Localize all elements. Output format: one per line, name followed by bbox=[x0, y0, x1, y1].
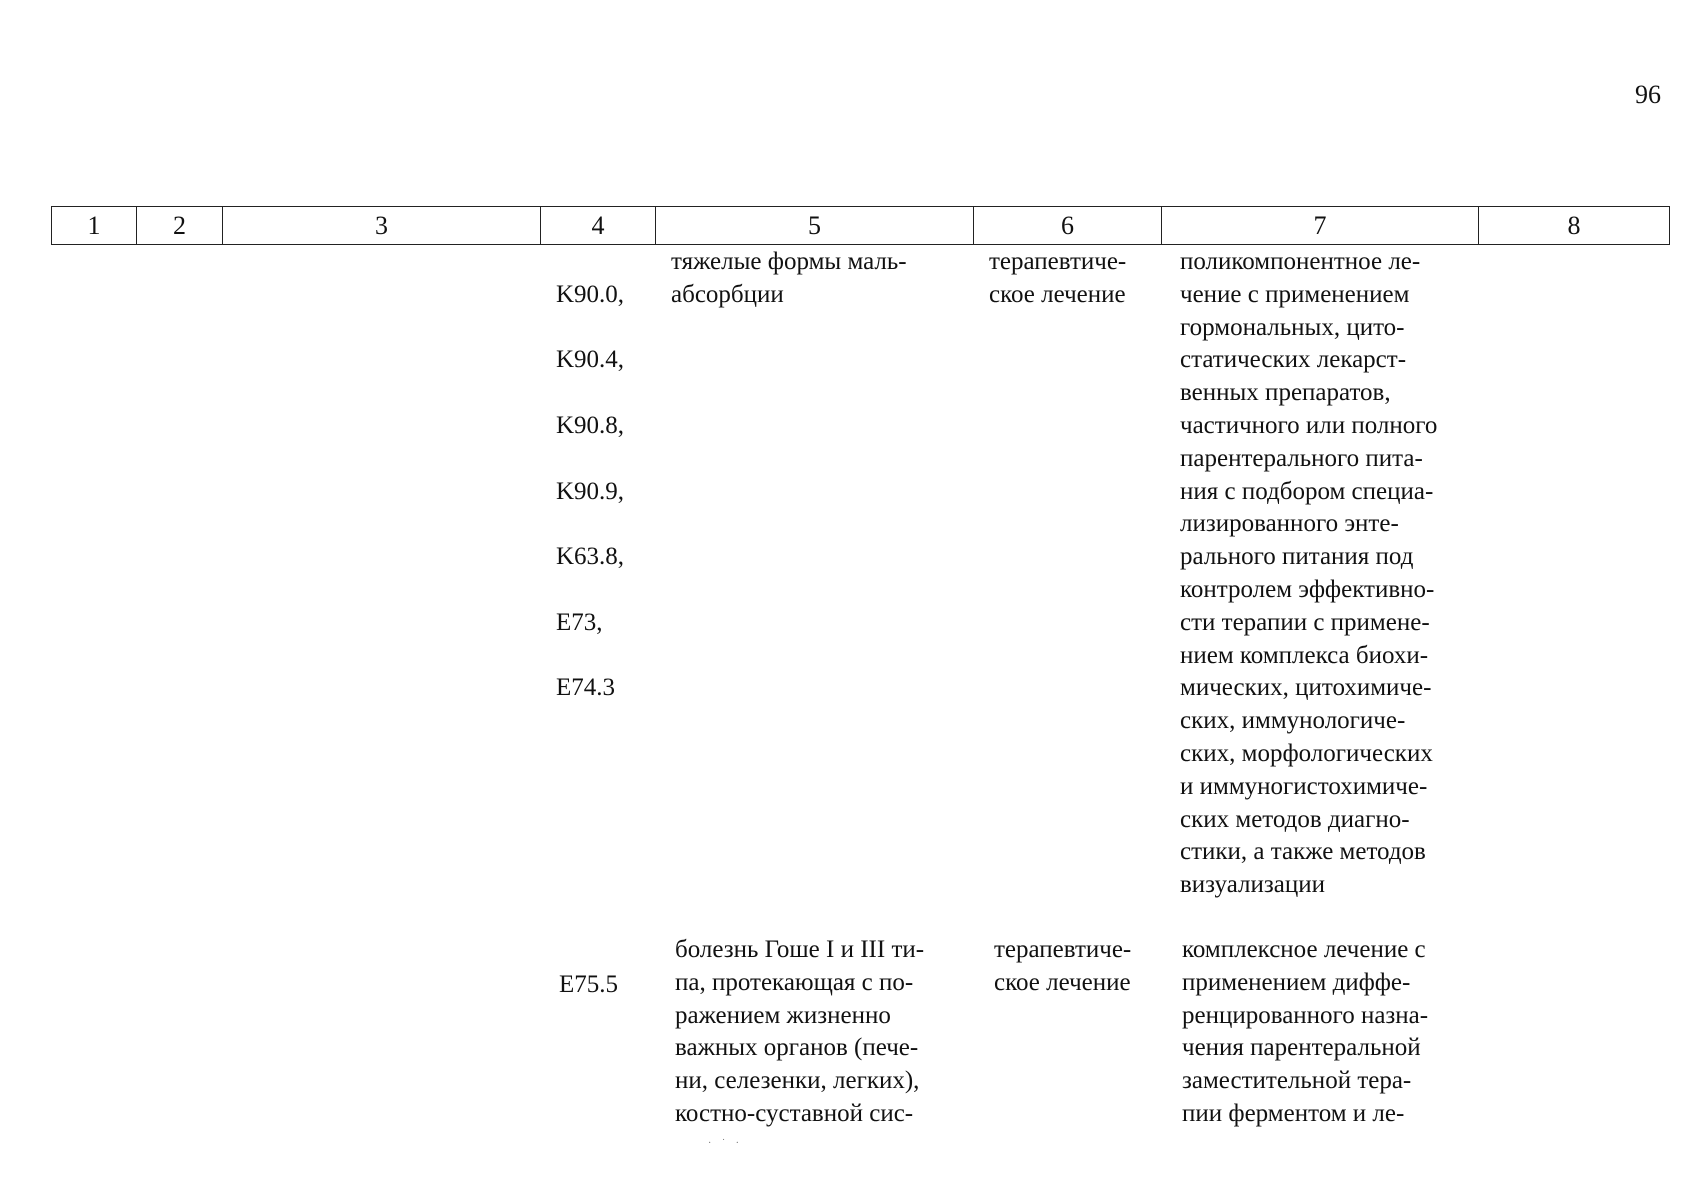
text-line: гормональных, цито- bbox=[1180, 313, 1405, 341]
text-line: ское лечение bbox=[989, 280, 1126, 308]
icd-code: K90.0, bbox=[556, 280, 625, 308]
text-line: ское лечение bbox=[994, 968, 1131, 996]
text-line: статических лекарст- bbox=[1180, 346, 1407, 374]
text-line: заместительной тера- bbox=[1182, 1067, 1412, 1095]
text-line: парентерального пита- bbox=[1180, 444, 1423, 472]
text-line: контролем эффективно- bbox=[1180, 575, 1435, 603]
text-line: стики, а также методов bbox=[1180, 838, 1426, 866]
row-1-treatment-method bbox=[1180, 246, 1476, 902]
text-line: ния с подбором специа- bbox=[1180, 477, 1434, 505]
icd-code: K90.4, bbox=[556, 346, 625, 374]
text-line: и иммуногистохимиче- bbox=[1180, 772, 1428, 800]
row-1-icd-codes bbox=[556, 246, 656, 738]
row-2-icd-codes bbox=[559, 936, 659, 1034]
scan-specks: · ˙ · bbox=[708, 1138, 743, 1149]
text-line: мических, цитохимиче- bbox=[1180, 674, 1432, 702]
text-line: ских, морфологических bbox=[1180, 739, 1433, 767]
icd-code: E74.3 bbox=[556, 674, 616, 702]
text-line: важных органов (пече- bbox=[675, 1034, 919, 1062]
column-header-7: 7 bbox=[1162, 207, 1479, 245]
column-header-6: 6 bbox=[974, 207, 1162, 245]
row-2-description bbox=[675, 934, 971, 1131]
text-line: сти терапии с примене- bbox=[1180, 608, 1430, 636]
text-line: костно-суставной сис- bbox=[675, 1099, 914, 1127]
text-line: терапевтиче- bbox=[989, 248, 1127, 275]
text-line: чения парентеральной bbox=[1182, 1034, 1421, 1062]
row-1-description bbox=[671, 246, 966, 312]
column-header-2: 2 bbox=[137, 207, 223, 245]
row-2-treatment-method bbox=[1182, 934, 1478, 1131]
text-line: па, протекающая с по- bbox=[675, 968, 914, 996]
row-1-treatment-type bbox=[989, 246, 1169, 312]
icd-code: E75.5 bbox=[559, 970, 619, 998]
text-line: рального питания под bbox=[1180, 543, 1414, 571]
column-header-1: 1 bbox=[52, 207, 137, 245]
text-line: поликомпонентное ле- bbox=[1180, 248, 1421, 275]
column-header-4: 4 bbox=[541, 207, 656, 245]
text-line: ни, селезенки, легких), bbox=[675, 1067, 920, 1095]
row-2-treatment-type bbox=[994, 934, 1174, 1000]
column-number-header bbox=[51, 206, 1670, 245]
icd-code: K90.9, bbox=[556, 477, 625, 505]
page-number: 96 bbox=[1635, 80, 1661, 109]
text-line: ренцированного назна- bbox=[1182, 1001, 1429, 1029]
text-line: терапевтиче- bbox=[994, 936, 1132, 963]
text-line: ских, иммунологиче- bbox=[1180, 707, 1406, 735]
icd-code: K63.8, bbox=[556, 543, 625, 571]
text-line: лизированного энте- bbox=[1180, 510, 1399, 538]
icd-code: K90.8, bbox=[556, 411, 625, 439]
icd-code: E73, bbox=[556, 608, 603, 636]
column-header-8: 8 bbox=[1479, 207, 1670, 245]
text-line: пии ферментом и ле- bbox=[1182, 1099, 1405, 1127]
text-line: частичного или полного bbox=[1180, 411, 1438, 439]
text-line: венных препаратов, bbox=[1180, 379, 1391, 407]
text-line: болезнь Гоше I и III ти- bbox=[675, 936, 925, 963]
text-line: нием комплекса биохи- bbox=[1180, 641, 1429, 669]
text-line: чение с применением bbox=[1180, 280, 1410, 308]
text-line: применением диффе- bbox=[1182, 968, 1411, 996]
text-line: ских методов диагно- bbox=[1180, 805, 1410, 833]
text-line: комплексное лечение с bbox=[1182, 936, 1426, 963]
text-line: абсорбции bbox=[671, 280, 784, 308]
column-header-3: 3 bbox=[223, 207, 541, 245]
text-line: ражением жизненно bbox=[675, 1001, 891, 1029]
column-header-5: 5 bbox=[656, 207, 974, 245]
text-line: тяжелые формы маль- bbox=[671, 248, 907, 275]
text-line: визуализации bbox=[1180, 871, 1325, 899]
